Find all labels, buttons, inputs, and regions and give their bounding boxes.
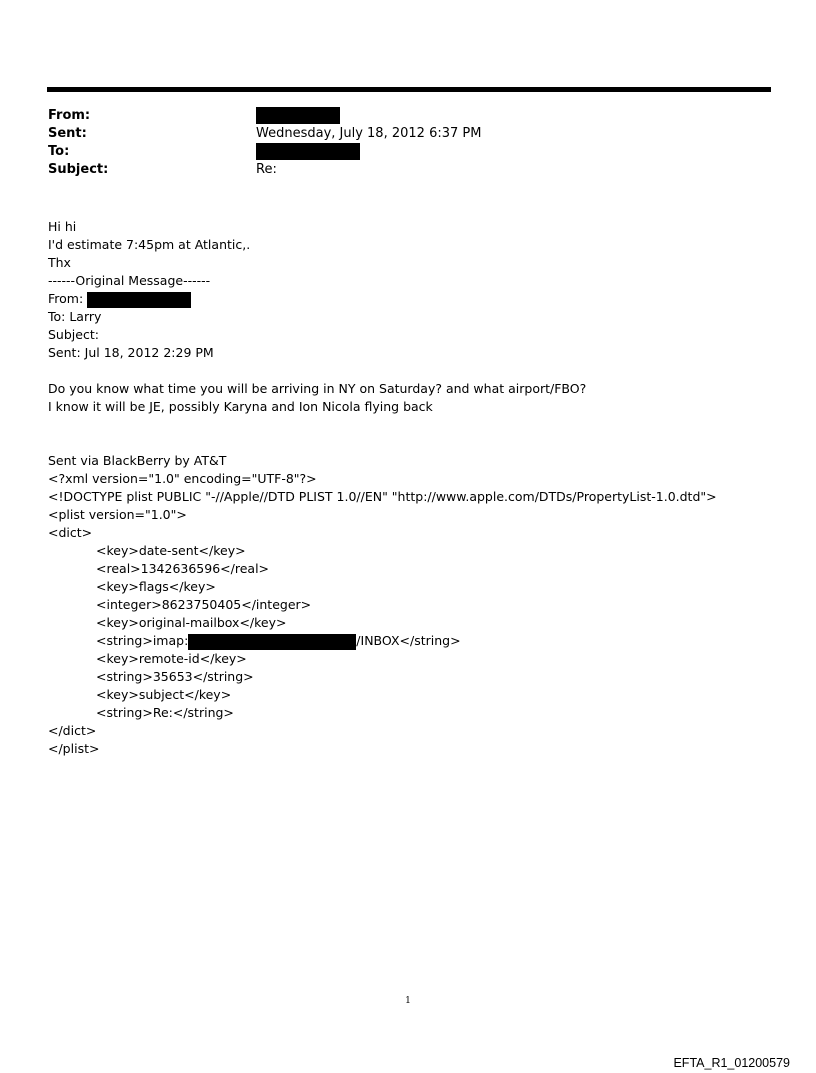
signature-line: Sent via BlackBerry by AT&T (48, 453, 227, 468)
sent-value: Wednesday, July 18, 2012 6:37 PM (256, 126, 482, 141)
dict-entry: <string>Re:</string> (96, 705, 234, 720)
imap-line (48, 632, 717, 650)
email-body (48, 218, 717, 758)
dict-entry: <real>1342636596</real> (96, 561, 270, 576)
xml-declaration: <?xml version="1.0" encoding="UTF-8"?> (48, 471, 317, 486)
imap-suffix: /INBOX</string> (356, 633, 461, 648)
dict-entry: <integer>8623750405</integer> (96, 597, 312, 612)
question-line: Do you know what time you will be arriving in NY on Saturday? and what airport/FBO? (48, 381, 587, 396)
orig-to-line: To: Larry (48, 309, 102, 324)
dict-open: <dict> (48, 525, 93, 540)
redacted-from (256, 107, 340, 124)
dict-entry: <string>35653</string> (96, 669, 254, 684)
imap-prefix: <string>imap: (96, 633, 189, 648)
dict-entry: <key>original-mailbox</key> (96, 615, 287, 630)
orig-from-label: From: (48, 291, 84, 306)
dict-entry: <key>subject</key> (96, 687, 232, 702)
dict-entry: <key>remote-id</key> (96, 651, 247, 666)
orig-subject-line: Subject: (48, 327, 99, 342)
plist-close: </plist> (48, 741, 100, 756)
subject-label: Subject: (48, 162, 109, 177)
page-number: 1 (405, 996, 411, 1006)
reply-line: I'd estimate 7:45pm at Atlantic,. (48, 237, 251, 252)
original-message-marker: ------Original Message------ (48, 273, 211, 288)
question-line: I know it will be JE, possibly Karyna and Ion Nicola flying back (48, 399, 433, 414)
reply-line: Hi hi (48, 219, 77, 234)
reply-line: Thx (48, 255, 71, 270)
to-label: To: (48, 144, 70, 159)
redacted-imap (188, 634, 356, 650)
orig-sent-line: Sent: Jul 18, 2012 2:29 PM (48, 345, 214, 360)
header-rule (47, 87, 771, 92)
from-label: From: (48, 108, 91, 123)
dict-entry: <key>date-sent</key> (96, 543, 246, 558)
doctype-line: <!DOCTYPE plist PUBLIC "-//Apple//DTD PLIST 1.0//EN" "http://www.apple.com/DTDs/PropertyList-1.0.dtd"> (48, 489, 717, 504)
dict-close: </dict> (48, 723, 97, 738)
subject-value: Re: (256, 162, 277, 177)
document-id: EFTA_R1_01200579 (673, 1056, 790, 1070)
orig-from-line (48, 290, 717, 308)
redacted-orig-from (87, 292, 191, 308)
sent-label: Sent: (48, 126, 87, 141)
plist-open: <plist version="1.0"> (48, 507, 187, 522)
redacted-to (256, 143, 360, 160)
dict-entry: <key>flags</key> (96, 579, 216, 594)
